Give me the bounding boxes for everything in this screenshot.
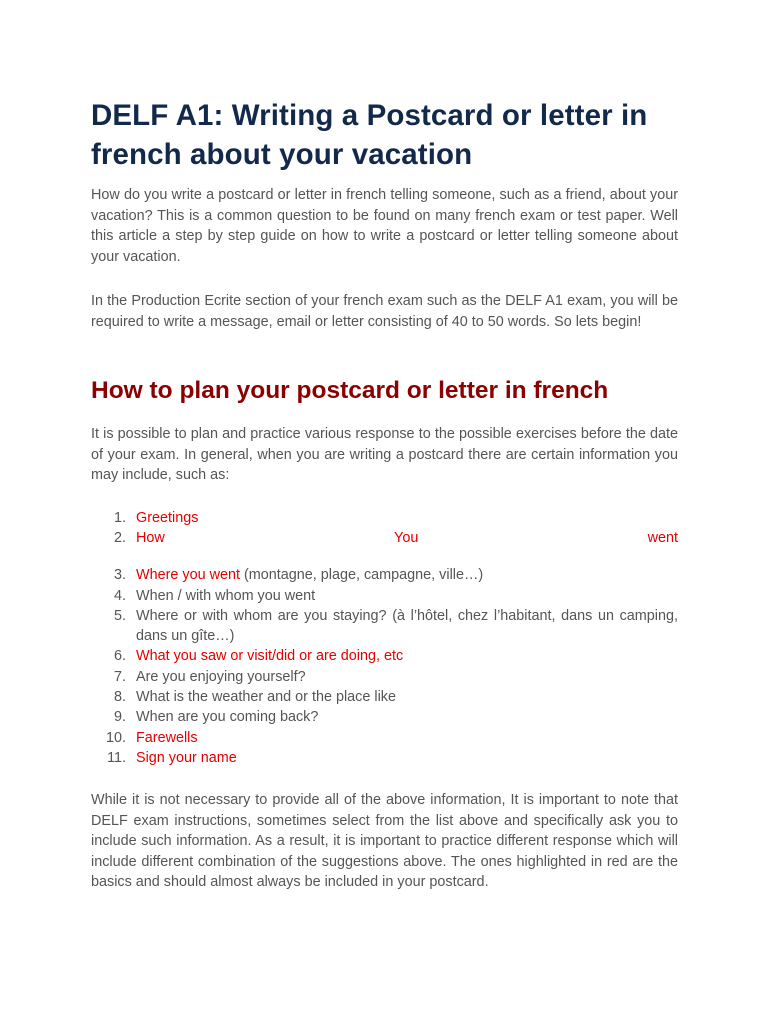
plan-paragraph: It is possible to plan and practice various response to the possible exercises before the date of your exam. In general, when you are writing a postcard there are certain information you may include, such as: bbox=[91, 426, 678, 483]
list-number: 6. bbox=[113, 648, 126, 665]
list-number: 9. bbox=[113, 709, 126, 726]
list-item bbox=[91, 528, 678, 565]
list-item bbox=[91, 707, 678, 727]
list-item-text: What is the weather and or the place like bbox=[136, 689, 396, 706]
list-item-text: When / with whom you went bbox=[136, 587, 316, 604]
list-item-text: Farewells bbox=[136, 729, 198, 746]
list-item bbox=[91, 606, 678, 647]
list-number: 8. bbox=[113, 689, 126, 706]
intro-paragraph: How do you write a postcard or letter in french telling someone, such as a friend, about your vacation? This is a common question to be found on many french exam or test paper. Well this article a step by step guide on how to write a postcard or letter telling someone about your vacation. bbox=[91, 187, 678, 265]
list-number: 5. bbox=[113, 607, 126, 624]
list-word: How bbox=[136, 530, 165, 547]
list-item-text: (montagne, plage, campagne, ville…) bbox=[239, 567, 484, 584]
list-number: 7. bbox=[113, 668, 126, 685]
list-item-text: Where or with whom are you staying? (à l’hôtel, chez l’habitant, dans un camping, dans un gîte…) bbox=[136, 607, 678, 645]
list-item-text: When are you coming back? bbox=[136, 709, 319, 726]
list-item bbox=[91, 508, 678, 528]
list-item bbox=[91, 748, 678, 768]
list-item bbox=[91, 586, 678, 606]
list-item bbox=[91, 728, 678, 748]
list-item bbox=[91, 646, 678, 666]
list-number: 10. bbox=[105, 729, 126, 746]
list-item bbox=[91, 565, 678, 585]
list-item-text: Are you enjoying yourself? bbox=[136, 668, 306, 685]
closing-paragraph: While it is not necessary to provide all of the above information, It is important to note that DELF exam instructions, sometimes select from the list above and specifically ask you to include such information. As a result, it is important to practice different response which will include different combination of the suggestions above. The ones highlighted in red are the basics and should almost always be included in your postcard. bbox=[91, 792, 678, 890]
list-number: 11. bbox=[107, 749, 126, 766]
list-item bbox=[91, 687, 678, 707]
postcard-info-list bbox=[91, 508, 678, 768]
list-number: 2. bbox=[113, 530, 126, 547]
list-item-text: Sign your name bbox=[136, 749, 237, 766]
list-item-text: Greetings bbox=[136, 510, 199, 526]
list-item-text: What you saw or visit/did or are doing, etc bbox=[136, 648, 404, 665]
list-item bbox=[91, 667, 678, 687]
exam-info-paragraph: In the Production Ecrite section of your french exam such as the DELF A1 exam, you will be required to write a message, email or letter consisting of 40 to 50 words. So lets begin! bbox=[91, 293, 678, 330]
list-item-highlight: Where you went bbox=[136, 567, 240, 584]
list-item-text bbox=[136, 528, 678, 548]
document-title: DELF A1: Writing a Postcard or letter in french about your vacation bbox=[91, 99, 648, 171]
list-number: 4. bbox=[113, 587, 126, 604]
section-heading: How to plan your postcard or letter in french bbox=[91, 377, 609, 404]
list-number: 1. bbox=[113, 510, 126, 526]
list-word: went bbox=[647, 530, 678, 547]
list-word: You bbox=[394, 530, 419, 547]
list-number: 3. bbox=[113, 567, 126, 584]
